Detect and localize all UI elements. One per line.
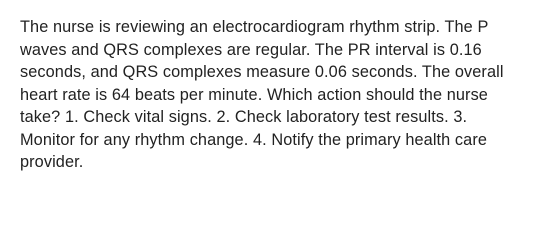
question-line-7: provider. <box>20 153 84 171</box>
question-line-2: waves and QRS complexes are regular. The PR interval is 0.16 <box>20 40 482 59</box>
question-line-1: The nurse is reviewing an electrocardiogram rhythm strip. The P <box>20 18 489 36</box>
question-line-4: heart rate is 64 beats per minute. Which action should the nurse <box>20 85 488 104</box>
question-line-6: Monitor for any rhythm change. 4. Notify the primary health care <box>20 130 488 149</box>
question-line-5: take? 1. Check vital signs. 2. Check laboratory test results. 3. <box>20 108 468 126</box>
question-line-3: seconds, and QRS complexes measure 0.06 seconds. The overall <box>20 63 504 81</box>
question-text <box>20 16 545 174</box>
